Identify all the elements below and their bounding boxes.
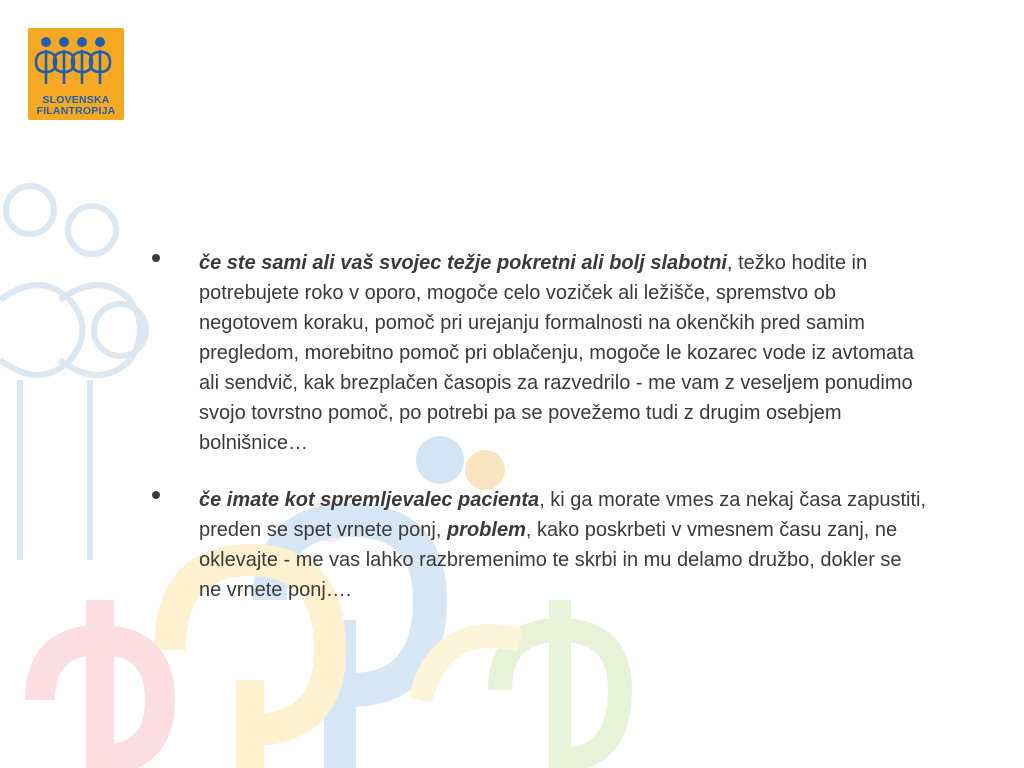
bullet-body-end: , kako poskrbeti v vmesnem času zanj, ne oklevajte - me vas lahko razbremenimo te skrbi in mu delamo družbo, dokler se ne vrnete ponj…. — [199, 519, 902, 601]
bullet-text — [199, 485, 929, 605]
bullet-list — [150, 248, 930, 632]
bullet-emphasis: če ste sami ali vaš svojec težje pokretni ali bolj slabotni — [199, 252, 727, 274]
bullet-emphasis: če imate kot spremljevalec pacienta — [199, 489, 540, 511]
logo-text-line1: SLOVENSKA — [42, 94, 110, 106]
logo-figures-icon — [28, 28, 124, 94]
slovenska-filantropija-logo — [28, 28, 124, 120]
bullet-dot-icon — [152, 491, 160, 499]
outline-figures — [0, 186, 146, 560]
bullet-emphasis-problem: problem — [446, 519, 526, 541]
bullet-body: , ki ga morate vmes za nekaj časa zapustiti, preden se spet vrnete ponj, — [199, 489, 927, 541]
bullet-body: , težko hodite in potrebujete roko v oporo, mogoče celo voziček ali ležišče, spremstvo ob negotovem koraku, pomoč pri urejanju formalnosti na okenčkih pred samim pregledom, morebitno pomoč pri oblačenju, mogoče le kozarec vode iz avtomata ali sendvič, kak brezplačen časopis za razvedrilo - me vam z veseljem ponudimo svojo tovrstno pomoč, po potrebi pa se povežemo tudi z drugim osebjem bolnišnice… — [199, 252, 914, 454]
bullet-dot-icon — [152, 254, 160, 262]
logo-text-line2: FILANTROPIJA — [36, 105, 116, 117]
bullet-item — [150, 248, 930, 458]
bullet-item — [150, 485, 930, 605]
bullet-text — [199, 248, 929, 458]
